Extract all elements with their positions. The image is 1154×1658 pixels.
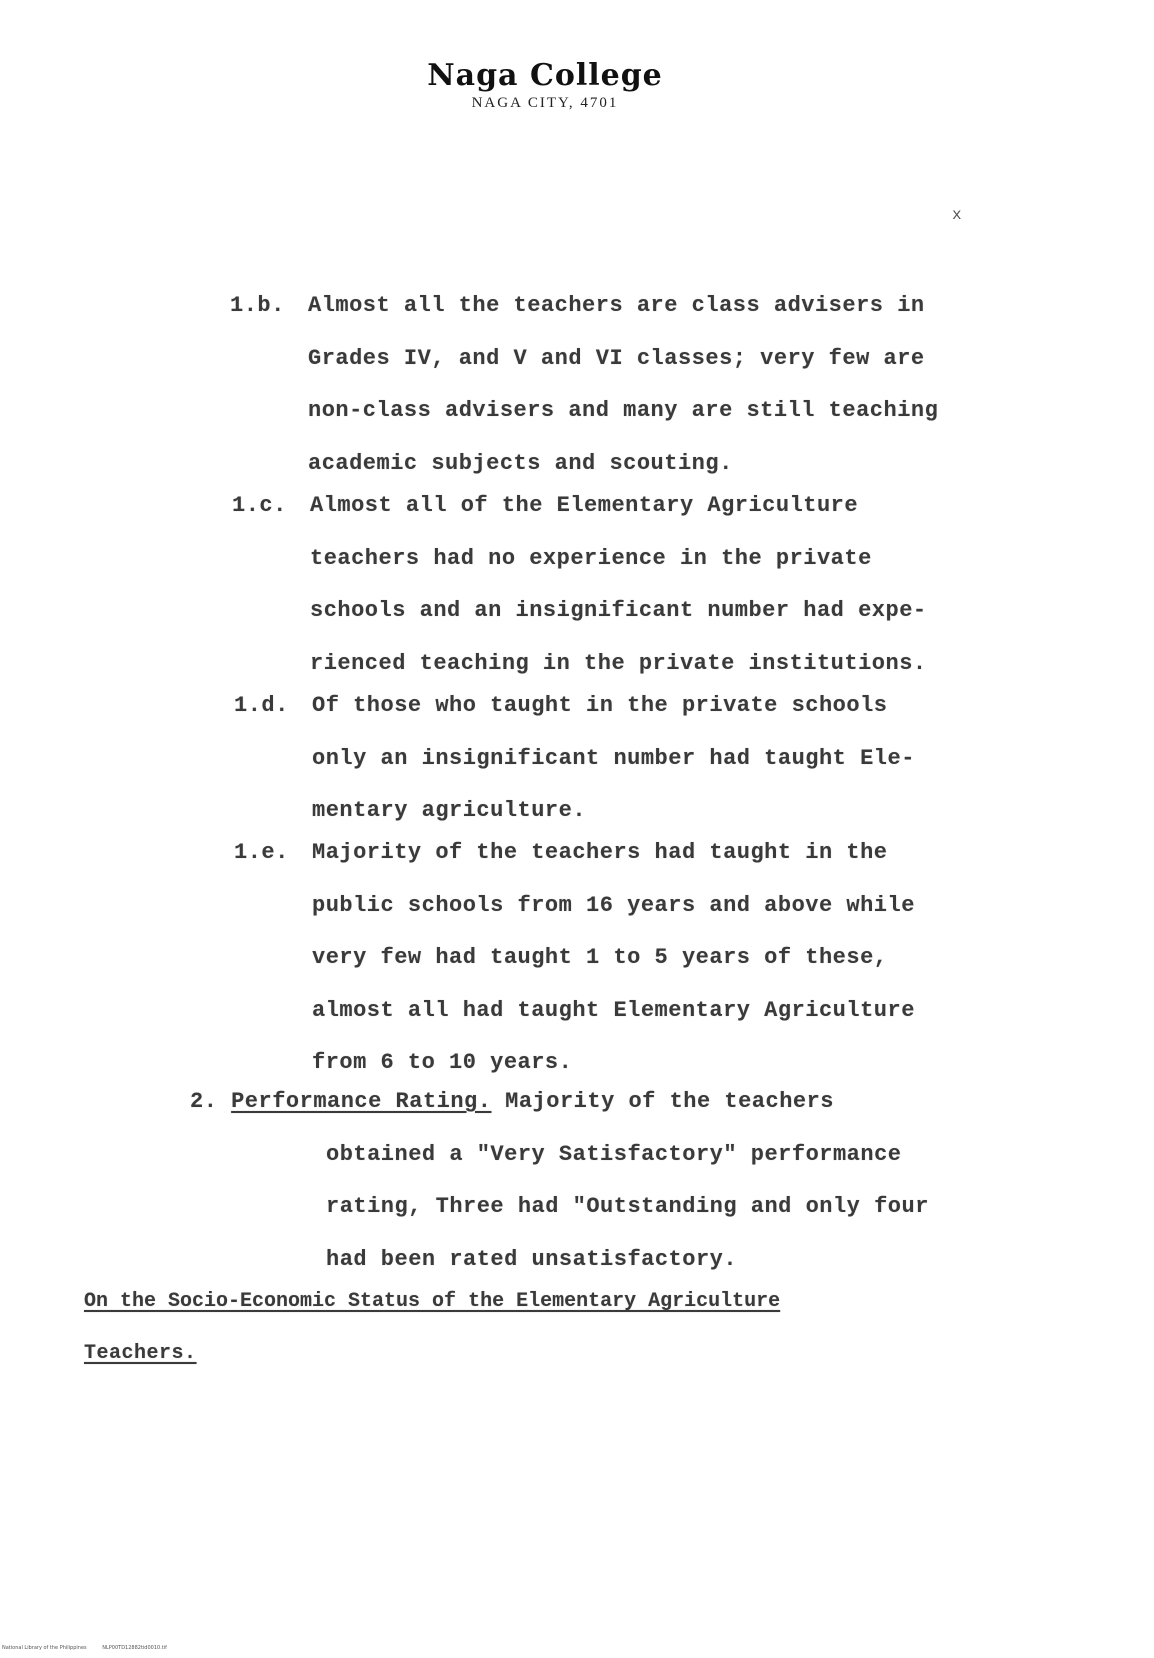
finding-number: 1.e.	[234, 840, 289, 865]
text-line: rienced teaching in the private institutions.	[310, 650, 927, 676]
finding-number: 2.	[190, 1089, 218, 1114]
finding-number: 1.c.	[232, 493, 287, 518]
library-credit: National Library of the Philippines	[2, 1645, 87, 1651]
section-heading-line: Teachers.	[84, 1342, 197, 1365]
finding-text	[308, 280, 938, 490]
finding-number: 1.d.	[234, 693, 289, 718]
text-line: had been rated unsatisfactory.	[326, 1246, 738, 1272]
text-line: very few had taught 1 to 5 years of these,	[312, 945, 888, 970]
scan-footer	[2, 1645, 181, 1651]
finding-1c	[232, 480, 927, 690]
text-line: teachers had no experience in the private	[310, 545, 872, 571]
text-line: rating, Three had "Outstanding and only four	[326, 1194, 929, 1219]
text-line: obtained a "Very Satisfactory" performance	[326, 1141, 902, 1167]
text-line: Almost all the teachers are class advisers in	[308, 293, 925, 318]
text-line: Almost all of the Elementary Agriculture	[310, 493, 859, 518]
text-line: almost all had taught Elementary Agriculture	[312, 997, 915, 1023]
finding-number: 1.b.	[230, 293, 285, 318]
text-line: from 6 to 10 years.	[312, 1050, 573, 1075]
text-line: mentary agriculture.	[312, 798, 587, 823]
text-line: schools and an insignificant number had expe-	[310, 598, 927, 623]
section-heading	[84, 1276, 780, 1380]
finding-text	[312, 827, 915, 1090]
text-line: academic subjects and scouting.	[308, 450, 733, 476]
finding-text	[310, 480, 927, 690]
text-line: public schools from 16 years and above while	[312, 892, 915, 918]
finding-1d	[234, 680, 915, 838]
performance-title: Performance Rating.	[231, 1089, 492, 1114]
finding-1b	[230, 280, 938, 490]
finding-text	[312, 680, 915, 838]
text-line: non-class advisers and many are still teaching	[308, 398, 939, 423]
text-line: Majority of the teachers	[505, 1089, 835, 1114]
letterhead	[0, 58, 1090, 112]
text-line: Grades IV, and V and VI classes; very few are	[308, 345, 925, 371]
file-id: NLP00TD12882tid0010.tif	[102, 1645, 167, 1651]
performance-first-line	[190, 1076, 929, 1129]
text-line: only an insignificant number had taught Ele-	[312, 745, 915, 771]
text-line: Majority of the teachers had taught in the	[312, 840, 888, 865]
page-mark: x	[952, 206, 962, 224]
college-name: Naga College	[427, 58, 663, 93]
section-heading-line: On the Socio-Economic Status of the Elementary Agriculture	[84, 1290, 781, 1313]
college-city: NAGA CITY, 4701	[471, 95, 619, 111]
finding-2-performance-rating	[190, 1076, 929, 1286]
finding-text	[326, 1129, 929, 1287]
text-line: Of those who taught in the private schools	[312, 693, 888, 718]
finding-1e	[234, 827, 915, 1090]
